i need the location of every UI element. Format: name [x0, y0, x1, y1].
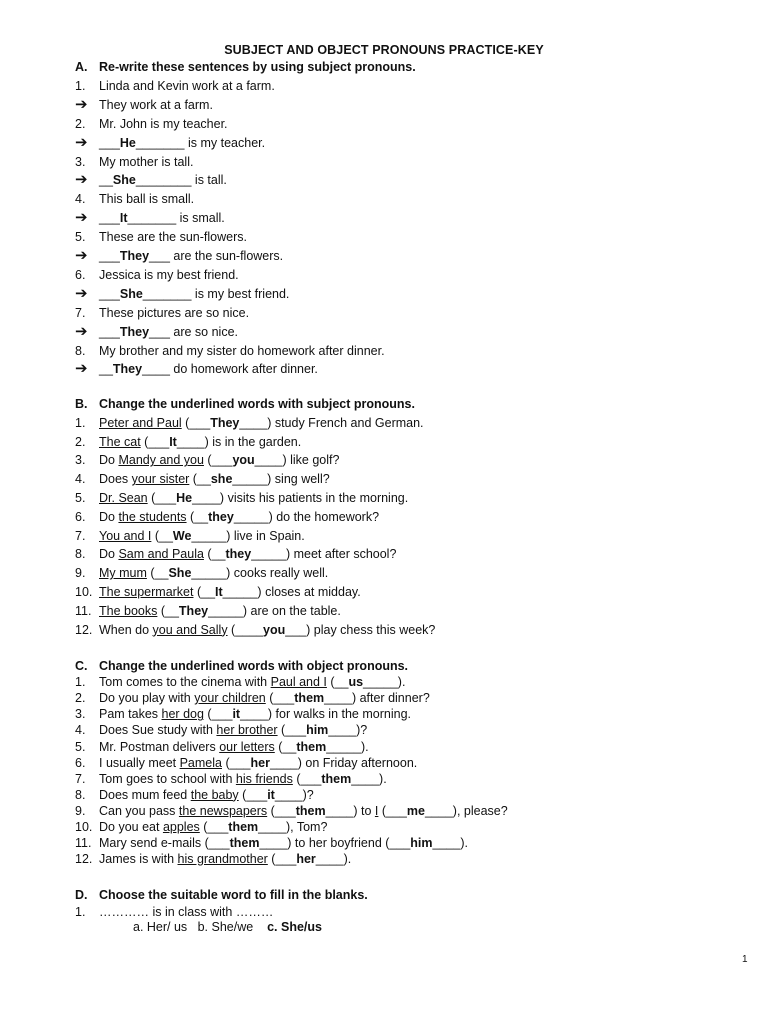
option-choice: b. She/we — [187, 920, 254, 934]
item-text — [99, 490, 408, 507]
text-run: Can you pass — [99, 803, 179, 818]
text-run: (___ — [378, 803, 407, 818]
answer-word: it — [232, 707, 241, 722]
text-run: ___ — [99, 135, 120, 150]
text-run: Tom comes to the cinema with — [99, 675, 271, 690]
text-run: __ — [99, 173, 113, 188]
item-text — [99, 546, 396, 563]
text-run: ____). — [351, 771, 387, 786]
text-run: When do — [99, 622, 153, 637]
item-text: These pictures are so nice. — [99, 305, 250, 320]
item-text — [99, 803, 508, 820]
item-number: 5. — [75, 230, 86, 245]
answer-word: We — [172, 528, 192, 543]
item-number: 6. — [75, 755, 86, 770]
text-run: (__ — [203, 547, 226, 562]
underlined-phrase: the baby — [190, 787, 239, 802]
underlined-phrase: Sam and Paula — [118, 547, 204, 562]
answer-word: she — [210, 472, 233, 487]
text-run: (___ — [221, 755, 251, 770]
answer-text — [99, 97, 213, 114]
text-run: _____). — [326, 739, 369, 754]
item-text: ………… is in class with ……… — [99, 904, 274, 919]
text-run: Do — [99, 509, 119, 524]
text-run: ____) study French and German. — [239, 415, 424, 430]
item-number: 12. — [75, 852, 93, 867]
answer-word: They — [112, 362, 143, 377]
underlined-phrase: Mandy and you — [118, 453, 204, 468]
item-text — [99, 787, 314, 804]
text-run: (__ — [326, 675, 349, 690]
item-number: 9. — [75, 566, 86, 581]
answer-word: them — [321, 771, 352, 786]
text-run: _____) closes at midday. — [222, 585, 361, 599]
item-text — [99, 755, 417, 772]
underlined-phrase: The books — [99, 603, 158, 618]
answer-word: They — [210, 415, 240, 430]
text-run: ____) after dinner? — [324, 691, 430, 706]
underlined-phrase: You and I — [99, 528, 152, 543]
answer-word: me — [406, 803, 425, 818]
underlined-phrase: The supermarket — [99, 585, 194, 599]
answer-text — [99, 210, 225, 227]
arrow-icon: ➔ — [75, 247, 88, 264]
answer-word: you — [263, 622, 286, 637]
text-run: ____) to her boyfriend (___ — [259, 836, 411, 851]
underlined-phrase: her dog — [161, 707, 204, 722]
text-run: _____). — [363, 675, 406, 690]
answer-word: them — [296, 739, 327, 754]
answer-word: her — [250, 755, 270, 770]
item-number: 1. — [75, 675, 86, 690]
text-run: _______ is small. — [127, 211, 225, 226]
answer-word: They — [119, 249, 150, 263]
text-run: (___ — [147, 491, 177, 505]
text-run: ___) play chess this week? — [285, 622, 436, 637]
underlined-phrase: The cat — [99, 434, 141, 449]
item-text: Mr. John is my teacher. — [99, 116, 228, 131]
arrow-icon: ➔ — [75, 284, 88, 302]
text-run: Mary send e-mails (___ — [99, 836, 230, 851]
text-run: (___ — [265, 691, 295, 706]
text-run: Does — [99, 472, 132, 487]
item-text: My mother is tall. — [99, 154, 194, 169]
text-run: Do — [99, 453, 119, 468]
text-run: ____) is in the garden. — [176, 434, 302, 449]
underlined-phrase: the newspapers — [178, 803, 268, 818]
item-number: 12. — [75, 622, 93, 637]
item-number: 11. — [75, 836, 92, 851]
text-run: (___ — [277, 723, 307, 738]
answer-word: He — [176, 491, 193, 505]
text-run: ___ — [99, 249, 120, 263]
text-run: _____) cooks really well. — [191, 566, 329, 581]
item-text: This ball is small. — [99, 192, 195, 207]
text-run: (__ — [274, 739, 297, 754]
underlined-phrase: your children — [194, 691, 266, 706]
item-number: 4. — [75, 723, 86, 738]
section-heading: Choose the suitable word to fill in the blanks. — [99, 888, 368, 902]
item-text — [99, 415, 424, 432]
item-number: 6. — [75, 267, 86, 282]
text-run: I usually meet — [99, 755, 180, 770]
item-number: 5. — [75, 739, 86, 754]
text-run: (__ — [193, 585, 216, 599]
text-run: ____), Tom? — [258, 820, 328, 834]
text-run: James is with — [99, 852, 178, 867]
item-number: 1. — [75, 78, 86, 93]
underlined-phrase: I — [374, 803, 379, 818]
text-run: ____), please? — [424, 803, 508, 818]
text-run: ____) to — [325, 803, 375, 818]
text-run: (___ — [140, 434, 170, 449]
text-run: Mr. Postman delivers — [99, 739, 220, 754]
text-run: Do you play with — [99, 691, 195, 706]
item-text — [99, 739, 369, 756]
underlined-phrase: her brother — [216, 723, 278, 738]
answer-word: It — [119, 211, 128, 226]
text-run: (___ — [199, 820, 229, 834]
underlined-phrase: apples — [162, 820, 200, 834]
answer-word: He — [119, 135, 136, 150]
answer-word: it — [267, 787, 275, 802]
item-text — [99, 706, 411, 723]
item-text — [99, 674, 405, 691]
text-run: (__ — [189, 472, 211, 487]
item-text: Linda and Kevin work at a farm. — [99, 78, 275, 93]
underlined-phrase: Peter and Paul — [99, 415, 182, 430]
item-number: 7. — [75, 528, 86, 543]
text-run: _____) are on the table. — [208, 603, 341, 618]
section-heading: Change the underlined words with object pronouns. — [99, 659, 409, 673]
item-number: 11. — [75, 603, 92, 618]
item-number: 6. — [75, 509, 86, 524]
answer-word: them — [295, 803, 326, 818]
text-run: (____ — [227, 622, 264, 637]
document-title: SUBJECT AND OBJECT PRONOUNS PRACTICE-KEY — [224, 43, 544, 57]
arrow-icon: ➔ — [75, 133, 88, 151]
answer-word: It — [215, 585, 223, 599]
answer-text — [99, 172, 227, 189]
text-run: (___ — [267, 852, 297, 867]
item-text — [99, 603, 341, 620]
option-choice: c. She/us — [253, 920, 322, 934]
section-letter: D. — [75, 888, 88, 902]
text-run: ___ are so nice. — [149, 324, 238, 339]
arrow-icon: ➔ — [75, 171, 88, 189]
text-run: ________ is tall. — [135, 173, 227, 188]
text-run: (___ — [267, 803, 296, 818]
answer-word: they — [208, 509, 234, 524]
page-number: 1 — [742, 954, 748, 965]
text-run: ____) on Friday afternoon. — [269, 755, 418, 770]
answer-word: they — [225, 547, 252, 562]
item-number: 4. — [75, 192, 86, 207]
text-run: Do — [99, 547, 119, 562]
text-run: ___ — [99, 286, 120, 301]
section-heading: Re-write these sentences by using subject pronouns. — [99, 60, 416, 74]
section-heading: Change the underlined words with subject pronouns. — [99, 397, 415, 411]
section-letter: C. — [75, 659, 88, 673]
arrow-icon: ➔ — [75, 360, 88, 378]
text-run: ___ — [99, 211, 120, 226]
item-number: 9. — [75, 803, 86, 818]
item-text — [99, 434, 301, 451]
answer-text — [99, 361, 318, 378]
item-text — [99, 452, 339, 469]
item-number: 10. — [75, 585, 93, 599]
text-run: (__ — [186, 509, 209, 524]
text-run: ____) visits his patients in the morning. — [192, 491, 409, 505]
section-letter: B. — [75, 397, 88, 411]
underlined-phrase: his grandmother — [177, 852, 268, 867]
answer-word: them — [229, 836, 260, 851]
text-run: Does mum feed — [99, 787, 191, 802]
text-run: ____) for walks in the morning. — [240, 707, 411, 722]
item-text — [99, 584, 361, 601]
text-run: Tom goes to school with — [99, 771, 236, 786]
text-run: ____)? — [328, 723, 368, 738]
text-run: _______ is my best friend. — [142, 286, 290, 301]
answer-word: her — [296, 852, 316, 867]
answer-word: you — [232, 453, 255, 468]
answer-word: us — [348, 675, 364, 690]
item-text — [99, 851, 351, 868]
item-text — [99, 565, 328, 582]
arrow-icon: ➔ — [75, 322, 88, 340]
underlined-phrase: your sister — [131, 472, 190, 487]
text-run: _____) sing well? — [232, 472, 330, 487]
item-number: 8. — [75, 547, 86, 562]
underlined-phrase: Dr. Sean — [99, 491, 148, 505]
item-number: 7. — [75, 771, 86, 786]
item-number: 10. — [75, 820, 93, 834]
item-number: 5. — [75, 491, 86, 505]
answer-word: She — [112, 173, 136, 188]
item-text — [99, 509, 379, 526]
text-run: (___ — [238, 787, 268, 802]
text-run: __ — [99, 362, 113, 377]
text-run: ____). — [432, 836, 468, 851]
answer-word: She — [119, 286, 143, 301]
underlined-phrase: his friends — [235, 771, 293, 786]
answer-word: them — [228, 820, 259, 834]
item-number: 2. — [75, 116, 86, 131]
text-run: (___ — [203, 707, 233, 722]
item-text — [99, 622, 435, 639]
answer-word: She — [168, 566, 192, 581]
item-number: 8. — [75, 787, 86, 802]
item-text — [99, 528, 305, 545]
text-run: They work at a farm. — [99, 97, 213, 112]
item-text — [99, 471, 330, 488]
underlined-phrase: Pamela — [179, 755, 222, 770]
item-number: 1. — [75, 904, 86, 919]
answer-text — [99, 324, 238, 341]
text-run: ____). — [315, 852, 352, 867]
item-number: 2. — [75, 434, 86, 449]
answer-word: them — [294, 691, 325, 706]
item-number: 4. — [75, 472, 86, 487]
text-run: (__ — [151, 528, 173, 543]
answer-options — [133, 920, 322, 934]
answer-word: him — [306, 723, 329, 738]
text-run: ____) like golf? — [254, 453, 340, 468]
item-text — [99, 771, 387, 788]
option-choice: a. Her/ us — [133, 920, 188, 934]
text-run: (___ — [181, 415, 211, 430]
item-text: My brother and my sister do homework after dinner. — [99, 343, 385, 358]
answer-word: They — [119, 324, 150, 339]
item-number: 2. — [75, 691, 86, 706]
text-run: (__ — [157, 603, 179, 618]
text-run: ____)? — [274, 787, 314, 802]
underlined-phrase: our letters — [219, 739, 275, 754]
underlined-phrase: the students — [118, 509, 187, 524]
item-text — [99, 690, 430, 707]
section-letter: A. — [75, 60, 88, 74]
text-run: Pam takes — [99, 707, 162, 722]
text-run: Does Sue study with — [99, 723, 217, 738]
arrow-icon: ➔ — [75, 209, 88, 227]
answer-word: They — [178, 603, 209, 618]
text-run: _____) meet after school? — [251, 547, 397, 562]
text-run: (__ — [146, 566, 169, 581]
text-run: _______ is my teacher. — [135, 135, 266, 150]
text-run: _____) live in Spain. — [191, 528, 305, 543]
answer-text — [99, 286, 289, 303]
item-text — [99, 819, 327, 836]
underlined-phrase: Paul and I — [270, 675, 327, 690]
item-text: These are the sun-flowers. — [99, 230, 247, 245]
text-run: Do you eat — [99, 820, 163, 834]
answer-word: It — [169, 434, 177, 449]
text-run: ___ — [99, 324, 120, 339]
text-run: _____) do the homework? — [233, 509, 380, 524]
item-number: 1. — [75, 415, 86, 430]
item-text: Jessica is my best friend. — [99, 267, 239, 282]
item-number: 3. — [75, 453, 86, 468]
answer-word: him — [410, 836, 433, 851]
text-run: (___ — [292, 771, 322, 786]
item-number: 8. — [75, 343, 86, 358]
answer-text — [99, 135, 265, 152]
item-number: 3. — [75, 154, 86, 169]
text-run: ____ do homework after dinner. — [142, 362, 318, 377]
answer-text — [99, 248, 283, 265]
arrow-icon: ➔ — [75, 95, 88, 113]
item-text — [99, 835, 468, 852]
item-text — [99, 722, 367, 739]
text-run: ___ are the sun-flowers. — [149, 249, 284, 263]
underlined-phrase: My mum — [99, 566, 147, 581]
text-run: (___ — [203, 453, 233, 468]
item-number: 3. — [75, 707, 86, 722]
item-number: 7. — [75, 305, 86, 320]
underlined-phrase: you and Sally — [152, 622, 228, 637]
